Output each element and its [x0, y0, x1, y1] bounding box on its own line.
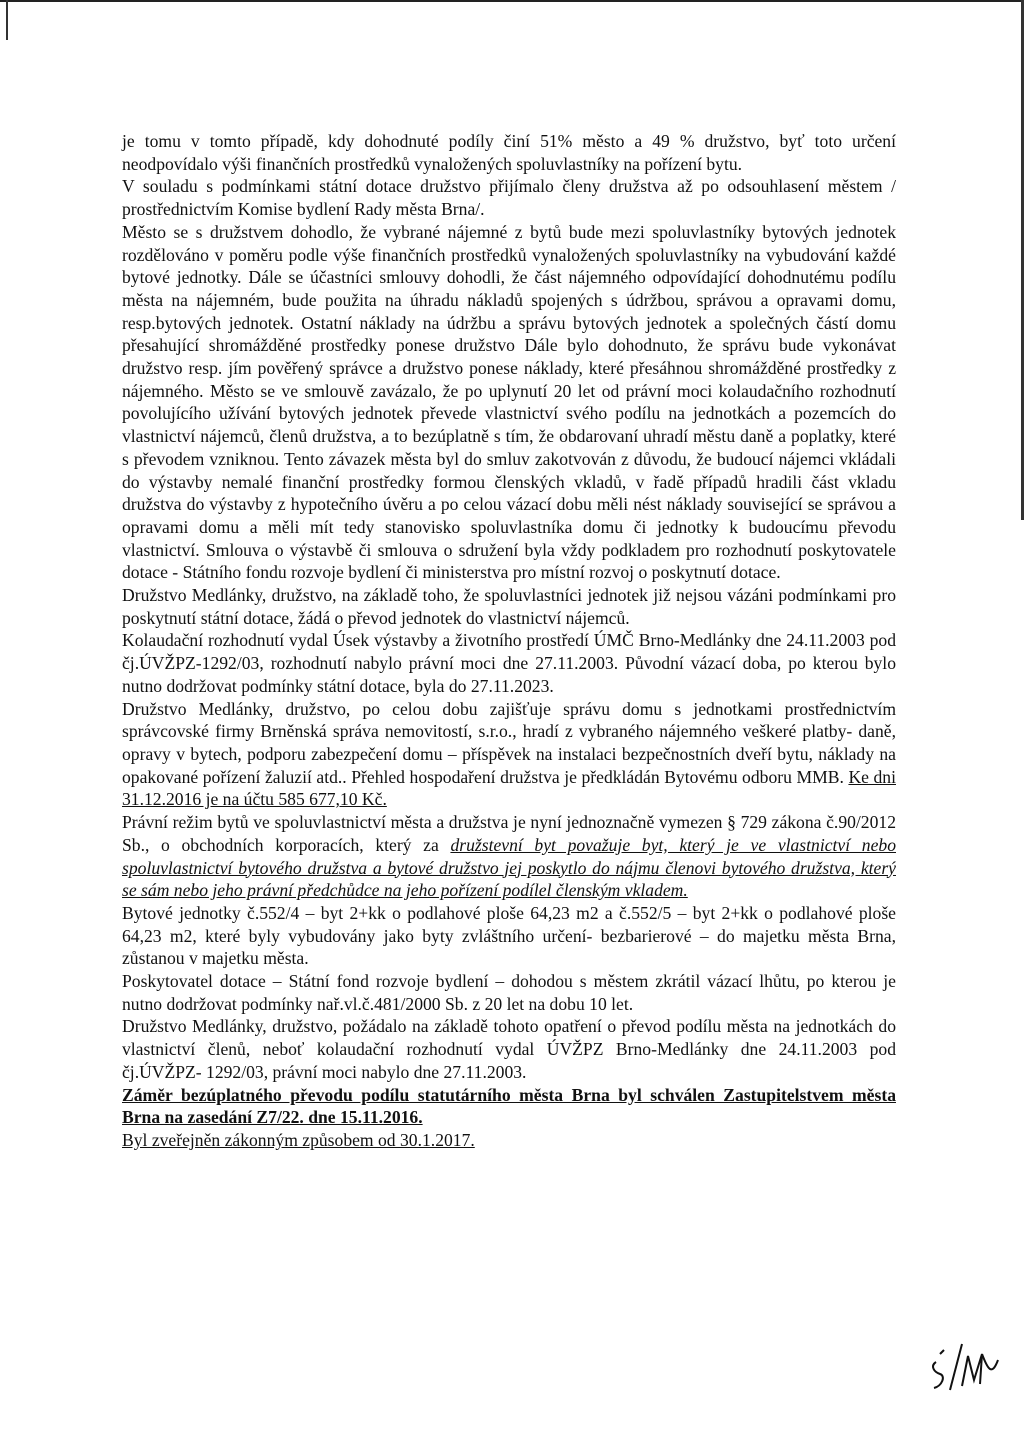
paragraph-agreement: Město se s družstvem dohodlo, že vybrané nájemné z bytů bude mezi spoluvlastníky bytových jednotek rozdělováno v poměru podle výše finančních prostředků vynaložených spoluvlastníky na vybudování každé bytové jednotky. Dále se účastníci smlouvy dohodli, že část nájemného odpovídající dohodnutému podílu města na nájemném, bude použita na úhradu nákladů spojených s údržbou, správou a opravami domu, resp.bytových jednotek. Ostatní náklady na údržbu a správu bytových jednotek a společných částí domu přesahující shromážděné prostředky ponese družstvo Dále bylo dohodnuto, že správu bude vykonávat družstvo resp. jím pověřený správce a družstvo ponese náklady, které přesáhnou shromážděné prostředky z nájemného. Město se ve smlouvě zavázalo, že po uplynutí 20 let od právní moci kolaudačního rozhodnutí povolujícího užívání bytových jednotek převede vlastnictví svého podílu na jednotkách a pozemcích do vlastnictví nájemců, členů družstva, a to bezúplatně s tím, že obdarovaní uhradí městu daně a poplatky, které s převodem vzniknou. Tento závazek města byl do smluv zakotvován z důvodu, že budoucí nájemci vkládali do výstavby nemalé finanční prostředky formou členských vkladů, v řadě případů hradili část vkladu družstva do výstavby z hypotečního úvěru a po celou vázací dobu měli nést náklady související se správou a opravami domu a měli mít tedy stanovisko spoluvlastníka domu či jednotky k budoucímu převodu vlastnictví. Smlouva o výstavbě či smlouva o sdružení byla vždy podkladem pro rozhodnutí poskytovatele dotace - Státního fondu rozvoje bydlení či ministerstva pro místní rozvoj o poskytnutí dotace. — [122, 221, 896, 583]
paragraph-publication: Byl zveřejněn zákonným způsobem od 30.1.2017. — [122, 1129, 475, 1150]
legal-regime-text: Právní režim bytů ve spoluvlastnictví města a družstva je nyní jednoznačně vymezen § 729 zákona č.90/2012 Sb., o obchodních korporacích, který za — [122, 812, 896, 855]
signature-stroke-3 — [950, 1344, 962, 1390]
paragraph-membership: V souladu s podmínkami státní dotace družstvo přijímalo členy družstva až po odsouhlasení městem / prostřednictvím Komise bydlení Rady města Brna/. — [122, 176, 896, 220]
signature-stroke-5 — [982, 1354, 998, 1369]
signature-stroke-2 — [940, 1350, 944, 1354]
signature-stroke-4 — [962, 1354, 982, 1386]
scan-edge-left — [6, 0, 8, 40]
scan-edge-top — [0, 0, 1024, 2]
paragraph-special-units: Bytové jednotky č.552/4 – byt 2+kk o podlahové ploše 64,23 m2 a č.552/5 – byt 2+kk o podlahové ploše 64,23 m2, které byly vybudovány jako byty zvláštního určení- bezbarierové – do majetku města Brna, zůstanou v majetku města. — [122, 902, 896, 969]
paragraph-request: Družstvo Medlánky, družstvo, na základě toho, že spoluvlastníci jednotek již nejsou vázáni podmínkami pro poskytnutí státní dotace, žádá o převod jednotek do vlastnictví nájemců. — [122, 585, 896, 628]
administration-text: Družstvo Medlánky, družstvo, po celou dobu zajišťuje správu domu s jednotkami prostřednictvím správcovské firmy Brněnská správa nemovitostí, s.r.o., hradí z vybraného nájemného veškeré platby- daně, opravy v bytech, podporu zabezpečení domu – příspěvek na instalaci bezpečnostních dveří bytu, náklady na opakované pořízení žaluzií atd.. Přehled hospodaření družstva je předkládán Bytovému odboru MMB. — [122, 698, 896, 787]
paragraph-council-approval: Záměr bezúplatného převodu podílu statutárního města Brna byl schválen Zastupitelstvem města Brna na zasedání Z7/22. dne 15.11.2016. — [122, 1084, 896, 1128]
document-body — [122, 130, 896, 1152]
paragraph-legal-regime — [122, 811, 896, 902]
paragraph-subsidy-provider: Poskytovatel dotace – Státní fond rozvoje bydlení – dohodou s městem zkrátil vázací lhůtu, po kterou je nutno dodržovat podmínky nař.vl.č.481/2000 Sb. z 20 let na dobu 10 let. — [122, 971, 896, 1014]
handwritten-signature — [928, 1340, 1008, 1400]
account-balance: Ke dni 31.12.2016 je na účtu 585 677,10 Kč. — [122, 766, 896, 810]
signature-stroke-1 — [933, 1362, 943, 1388]
paragraph-approval-decision: Kolaudační rozhodnutí vydal Úsek výstavby a životního prostředí ÚMČ Brno-Medlánky dne 24.11.2003 pod čj.ÚVŽPZ-1292/03, rozhodnutí nabylo právní moci dne 27.11.2003. Původní vázací doba, po kterou bylo nutno dodržovat podmínky státní dotace, byla do 27.11.2023. — [122, 630, 896, 696]
paragraph-transfer-request: Družstvo Medlánky, družstvo, požádalo na základě tohoto opatření o převod podílu města na jednotkách do vlastnictví členů, neboť kolaudační rozhodnutí vydal ÚVŽPZ Brno-Medlánky dne 24.11.2003 pod čj.ÚVŽPZ- 1292/03, právní moci nabylo dne 27.11.2003. — [122, 1016, 896, 1082]
paragraph-shares: je tomu v tomto případě, kdy dohodnuté podíly činí 51% město a 49 % družstvo, byť toto určení neodpovídalo výši finančních prostředků vynaložených spoluvlastníky na pořízení bytu. — [122, 131, 896, 174]
paragraph-administration — [122, 698, 896, 812]
legal-definition-quote: družstevní byt považuje byt, který je ve vlastnictví nebo spoluvlastnictví bytového družstva a bytové družstvo jej poskytlo do nájmu členovi bytového družstva, který se sám nebo jeho právní předchůdce na jeho pořízení podílel členským vkladem. — [122, 834, 896, 901]
